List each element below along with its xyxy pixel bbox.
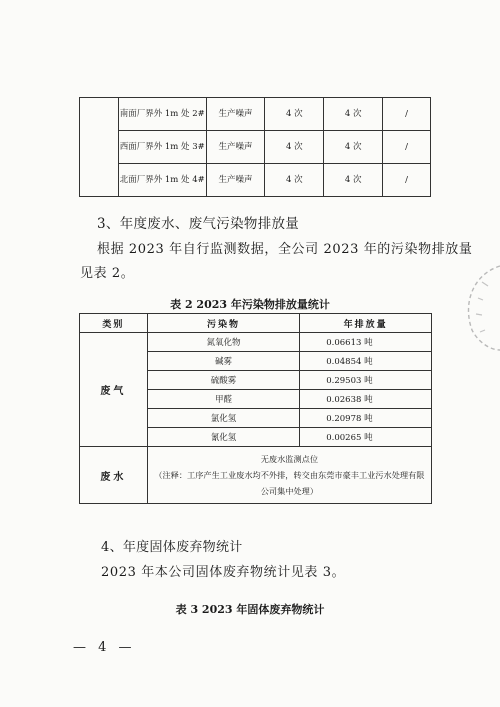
- table-row: [80, 447, 432, 504]
- monitoring-item: 生产噪声: [206, 98, 265, 131]
- header-pollutant: 污染物: [147, 314, 299, 333]
- merged-category-cell: [80, 98, 119, 197]
- frequency-cell: 4 次: [265, 131, 324, 164]
- table-header-row: [80, 314, 432, 333]
- header-amount: 年排放量: [300, 314, 432, 333]
- emission-amount: 0.00265 吨: [300, 428, 432, 447]
- frequency-cell: 4 次: [324, 98, 383, 131]
- pollutant-name: 氰化氢: [147, 428, 299, 447]
- section-4-paragraph: 2023 年本公司固体废弃物统计见表 3。: [101, 565, 346, 580]
- emission-amount: 0.06613 吨: [300, 333, 432, 352]
- remark-cell: /: [383, 164, 431, 197]
- table-row: [80, 164, 431, 197]
- frequency-cell: 4 次: [265, 164, 324, 197]
- frequency-cell: 4 次: [324, 131, 383, 164]
- header-category: 类别: [80, 314, 148, 333]
- wastewater-note-line2: （注释：工序产生工业废水均不外排，转交由东莞市豪丰工业污水处理有限: [154, 470, 425, 480]
- category-exhaust-gas: 废气: [80, 333, 148, 447]
- wastewater-note: [147, 447, 431, 504]
- seal-stamp-icon: [452, 262, 500, 352]
- section-3-heading: 3、年度废水、废气污染物排放量: [97, 216, 300, 232]
- monitoring-point: 南面厂界外 1m 处 2#: [118, 98, 206, 131]
- page-number: — 4 —: [73, 640, 136, 655]
- table-2-caption: 表 2 2023 年污染物排放量统计: [170, 298, 330, 311]
- monitoring-item: 生产噪声: [206, 164, 265, 197]
- category-wastewater: 废水: [80, 447, 148, 504]
- monitoring-item: 生产噪声: [206, 131, 265, 164]
- monitoring-point: 西面厂界外 1m 处 3#: [118, 131, 206, 164]
- pollutant-name: 氮氧化物: [147, 333, 299, 352]
- emission-amount: 0.02638 吨: [300, 390, 432, 409]
- section-3-paragraph-line1: 根据 2023 年自行监测数据，全公司 2023 年的污染物排放量: [97, 242, 473, 257]
- pollutant-name: 碱雾: [147, 352, 299, 371]
- wastewater-note-line1: 无废水监测点位: [260, 454, 319, 464]
- remark-cell: /: [383, 131, 431, 164]
- pollutant-emission-table: [79, 313, 432, 504]
- section-3-paragraph-line2: 见表 2。: [80, 266, 135, 281]
- section-4-heading: 4、年度固体废弃物统计: [101, 540, 243, 555]
- emission-amount: 0.04854 吨: [300, 352, 432, 371]
- monitoring-point: 北面厂界外 1m 处 4#: [118, 164, 206, 197]
- table-row: [80, 131, 431, 164]
- pollutant-name: 氯化氢: [147, 409, 299, 428]
- pollutant-name: 硫酸雾: [147, 371, 299, 390]
- pollutant-name: 甲醛: [147, 390, 299, 409]
- noise-monitoring-table: [79, 97, 431, 197]
- wastewater-note-line3: 公司集中处理）: [260, 486, 319, 496]
- remark-cell: /: [383, 98, 431, 131]
- table-3-caption: 表 3 2023 年固体废弃物统计: [175, 603, 325, 616]
- table-row: [80, 333, 432, 352]
- emission-amount: 0.20978 吨: [300, 409, 432, 428]
- emission-amount: 0.29503 吨: [300, 371, 432, 390]
- frequency-cell: 4 次: [265, 98, 324, 131]
- table-row: [80, 98, 431, 131]
- frequency-cell: 4 次: [324, 164, 383, 197]
